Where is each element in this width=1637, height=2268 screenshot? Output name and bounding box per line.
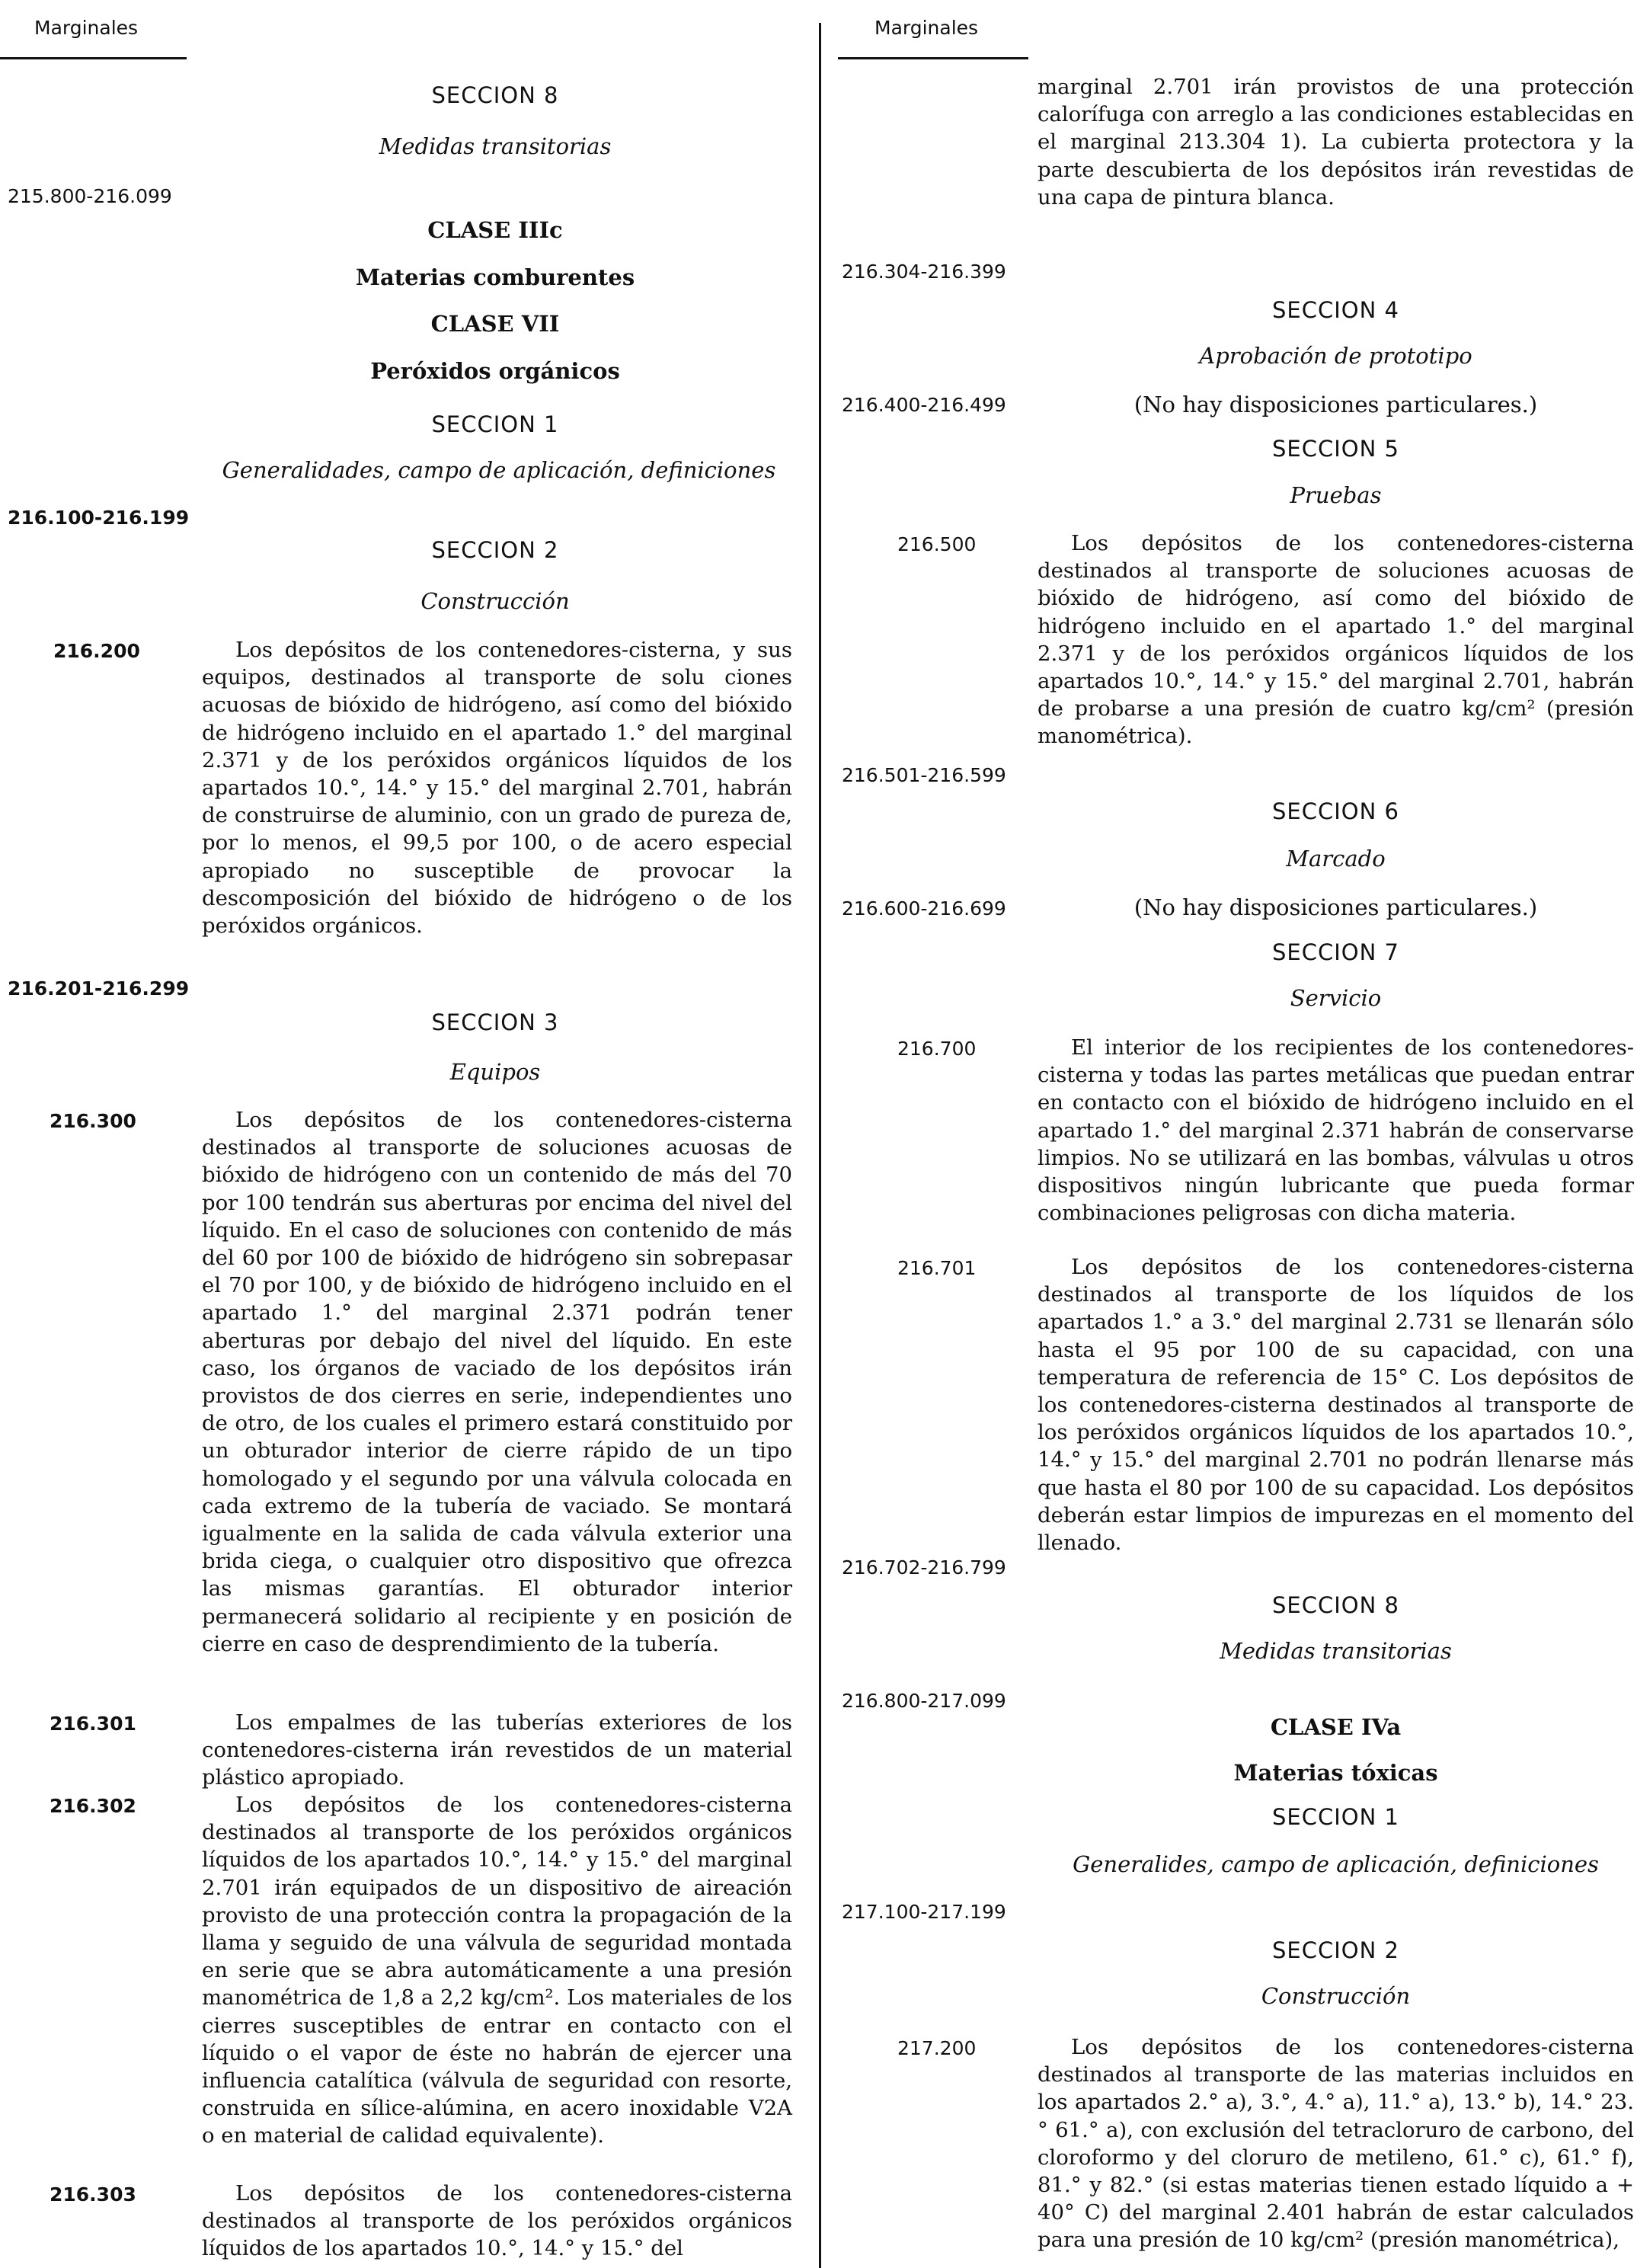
right-header-rule [838,57,1028,59]
marginal-number: 217.100-217.199 [842,1901,1006,1923]
section-subtitle: Construcción [1261,1983,1411,2009]
paragraph: Los depósitos de los contenedores-cisterna, y sus equipos, destinados al transporte de solu ciones acuosas de bióxido de hidrógeno, así como del bióxido de hidrógeno incluido en el apartado 1.° del marginal 2.371 y de los peróxidos orgánicos líquidos de los apartados 10.°, 14.° y 15.° del marginal 2.701, habrán de construirse de aluminio, con un grado de pureza de, por lo menos, el 99,5 por 100, o de acero especial apropiado no susceptible de provocar la descomposición del bióxido de hidrógeno o de los peróxidos orgánicos. [202,638,792,939]
section-subtitle: Servicio [1290,985,1382,1011]
class-subtitle: Peróxidos orgánicos [370,358,620,384]
marginal-number: 216.700 [897,1038,977,1060]
paragraph-continued: marginal 2.701 irán provistos de una protección calorífuga con arreglo a las condiciones establecidas en el marginal 213.304 1). La cubierta protectora y la parte descubierta de los depósitos irán revestidas de una capa de pintura blanca. [1038,75,1634,210]
paragraph: Los depósitos de los contenedores-cisterna destinados al transporte de los peróxidos orgánicos líquidos de los apartados 10.°, 14.° y 15.° del [202,2181,792,2261]
paragraph: El interior de los recipientes de los contenedores-cisterna y todas las partes metálicas que puedan entrar en contacto con el bióxido de hidrógeno incluido en el apartado 1.° del marginal 2.371 habrán de conservarse limpios. No se utilizará en las bombas, válvulas u otros dispositivos ningún lubricante que pueda formar combinaciones peligrosas con dicha materia. [1038,1035,1634,1226]
class-title: CLASE VII [430,311,560,337]
class-subtitle: Materias comburentes [355,264,635,290]
section-subtitle: Construcción [420,588,570,614]
section-title: SECCION 6 [1272,798,1399,824]
right-header-label: Marginales [874,17,979,39]
marginal-number: 216.301 [50,1713,136,1735]
marginal-number: 216.302 [50,1795,136,1817]
section-subtitle: Medidas transitorias [1220,1638,1452,1664]
marginal-number: 217.200 [897,2037,977,2059]
section-title: SECCION 2 [431,537,559,563]
section-title: SECCION 7 [1272,939,1399,965]
marginal-number: 216.400-216.499 [842,394,1006,416]
left-column [0,0,807,2268]
marginal-number: 215.800-216.099 [8,185,172,207]
section-title: SECCION 3 [431,1009,559,1035]
section-title: SECCION 2 [1272,1937,1399,1963]
marginal-number: 216.300 [50,1110,136,1132]
marginal-number: 216.600-216.699 [842,897,1006,920]
marginal-number: 216.201-216.299 [8,977,190,1000]
marginal-number: 216.500 [897,533,977,555]
section-title: SECCION 1 [1272,1804,1399,1830]
paragraph: Los depósitos de los contenedores-cisterna destinados al transporte de las materias incluidos en los apartados 2.° a), 3.°, 4.° a), 11.° a), 13.° b), 14.° 23.° 61.° a), con exclusión del tetracloruro de carbono, del cloroformo y del cloruro de metileno, 61.° c), 61.° f), 81.° y 82.° (si estas materias tienen estado líquido a + 40° C) del marginal 2.401 habrán de estar calculados para una presión de 10 kg/cm² (presión manométrica), [1038,2035,1634,2253]
marginal-number: 216.701 [897,1257,977,1279]
marginal-number: 216.702-216.799 [842,1556,1006,1579]
class-title: CLASE IIIc [427,217,563,243]
marginal-number: 216.800-217.099 [842,1690,1006,1712]
section-subtitle: Pruebas [1290,482,1382,508]
marginal-number: 216.100-216.199 [8,507,190,529]
section-subtitle: Equipos [449,1059,541,1085]
paragraph: Los empalmes de las tuberías exteriores de los contenedores-cisterna irán revestidos de un material plástico apropiado. [202,1710,792,1790]
marginal-number: 216.200 [53,640,140,662]
section-title: SECCION 8 [431,82,559,108]
marginal-number: 216.304-216.399 [842,261,1006,283]
marginal-number: 216.303 [50,2183,136,2206]
class-title: CLASE IVa [1270,1714,1402,1740]
paragraph: Los depósitos de los contenedores-cisterna destinados al transporte de los peróxidos orgánicos líquidos de los apartados 10.°, 14.° y 15.° del marginal 2.701 irán equipados de un dispositivo de aireación provisto de una protección contra la propagación de la llama y seguido de una válvula de seguridad montada en serie que se abra automáticamente a una presión manométrica de 1,8 a 2,2 kg/cm². Los materiales de los cierres susceptibles de entrar en contacto con el líquido o el vapor de éste no habrán de ejercer una influencia catalítica (válvula de seguridad con resorte, construida en sílice-alúmina, en acero inoxidable V2A o en material de calidad equivalente). [202,1793,792,2148]
section-title: SECCION 4 [1272,297,1399,323]
section-subtitle: Aprobación de prototipo [1199,343,1472,369]
class-subtitle: Materias tóxicas [1233,1760,1438,1786]
section-note: (No hay disposiciones particulares.) [1133,894,1538,920]
left-header-rule [0,57,187,59]
section-subtitle: Generalidades, campo de aplicación, definiciones [222,457,776,483]
marginal-number: 216.501-216.599 [842,764,1006,786]
section-subtitle: Marcado [1286,846,1386,872]
section-title: SECCION 5 [1272,436,1399,462]
section-subtitle: Generalides, campo de aplicación, definiciones [1073,1851,1599,1877]
right-column [838,0,1637,2268]
section-note: (No hay disposiciones particulares.) [1133,392,1538,417]
paragraph: Los depósitos de los contenedores-cisterna destinados al transporte de soluciones acuosas de bióxido de hidrógeno, así como del bióxido de hidrógeno incluido en el apartado 1.° del marginal 2.371 y de los peróxidos orgánicos líquidos de los apartados 10.°, 14.° y 15.° del marginal 2.701, habrán de probarse a una presión de cuatro kg/cm² (presión manométrica). [1038,531,1634,749]
column-divider [819,23,821,2268]
section-title: SECCION 8 [1272,1592,1399,1618]
section-subtitle: Medidas transitorias [379,133,612,159]
paragraph: Los depósitos de los contenedores-cisterna destinados al transporte de los líquidos de los apartados 1.° a 3.° del marginal 2.731 se llenarán sólo hasta el 95 por 100 de su capacidad, con una temperatura de referencia de 15° C. Los depósitos de los contenedores-cisterna destinados al transporte de los peróxidos orgánicos líquidos de los apartados 10.°, 14.° y 15.° del marginal 2.701 no podrán llenarse más que hasta el 80 por 100 de su capacidad. Los depósitos deberán estar limpios de impurezas en el momento del llenado. [1038,1255,1634,1556]
left-header-label: Marginales [34,17,139,39]
section-title: SECCION 1 [431,411,559,437]
paragraph: Los depósitos de los contenedores-cisterna destinados al transporte de soluciones acuosas de bióxido de hidrógeno con un contenido de más del 70 por 100 tendrán sus aberturas por encima del nivel del líquido. En el caso de soluciones con contenido de más del 60 por 100 de bióxido de hidrógeno sin sobrepasar el 70 por 100, y de bióxido de hidrógeno incluido en el apartado 1.° del marginal 2.371 podrán tener aberturas por debajo del nivel del líquido. En este caso, los órganos de vaciado de los depósitos irán provistos de dos cierres en serie, independientes uno de otro, de los cuales el primero estará constituido por un obturador interior de cierre rápido de un tipo homologado y el segundo por una válvula colocada en cada extremo de la tubería de vaciado. Se montará igualmente en la salida de cada válvula exterior una brida ciega, o cualquier otro dispositivo que ofrezca las mismas garantías. El obturador interior permanecerá solidario al recipiente y en posición de cierre en caso de desprendimiento de la tubería. [202,1108,792,1656]
